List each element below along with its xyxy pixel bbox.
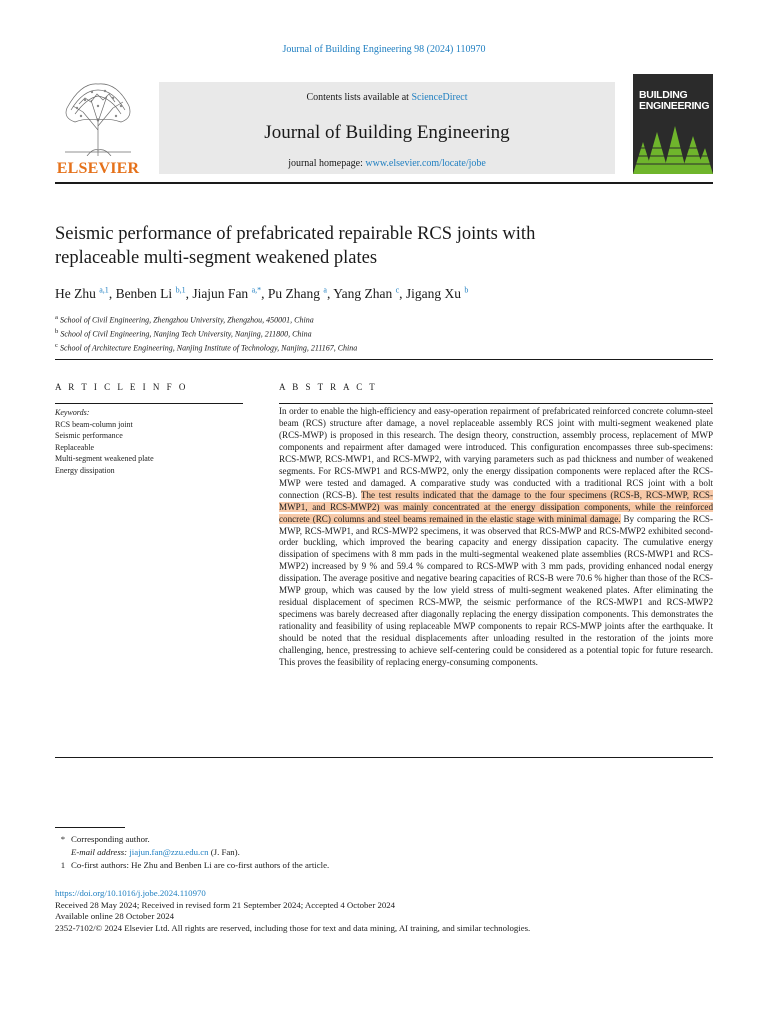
footnote-divider [55,827,125,828]
abstract-text: In order to enable the high-efficiency and easy-operation repairment of prefabricated reinforced concrete column-steel beam (RCS) structure after damage, a novel replaceable assembly RCS joint with multi-segment weakened plate (RCS-MWP) is proposed in this research. The design theory, construction, assembly process, replacement of MWP components and repairment after damaged were introduced. This configuration encompasses three sub-specimens: RCS-MWP, RCS-MWP1, and RCS-MWP2, with varying parameters such as pad thickness and number of weakened segments. For RCS-MWP1 and RCS-MWP2, only the energy dissipation components were replaced after the RCS-MWP were tested and damaged. A comparative study was conducted with a traditional RCS joint with a bolt connection (RCS-B). [279,406,713,500]
elsevier-logo[interactable] [55,78,141,180]
affiliation-text: School of Civil Engineering, Nanjing Tech University, Nanjing, 211800, China [60,329,312,339]
doi-link[interactable]: https://doi.org/10.1016/j.jobe.2024.110970 [55,888,206,898]
publication-info [55,888,735,934]
affiliation-text: School of Civil Engineering, Zhengzhou University, Zhengzhou, 450001, China [59,315,314,325]
journal-homepage [159,158,615,169]
journal-title: Journal of Building Engineering [264,122,510,143]
author-name: Benben Li [115,285,173,301]
author-affiliation-mark[interactable]: b [464,285,469,294]
sciencedirect-link[interactable]: ScienceDirect [411,92,468,103]
affiliation [55,340,713,354]
email-link[interactable]: jiajun.fan@zzu.edu.cn [129,847,209,858]
journal-header [55,72,713,176]
author-list [55,285,713,302]
abstract-heading: A B S T R A C T [279,382,378,392]
footnote-mark: 1 [60,860,66,871]
footnote-text: Corresponding author. [71,834,150,844]
cover-art-icon [633,112,713,174]
cover-title-line2: ENGINEERING [639,100,710,112]
author-affiliation-mark[interactable]: a [323,285,327,294]
author[interactable]: Benben Li $^{b,1}$, [115,285,193,301]
homepage-link[interactable]: www.elsevier.com/locate/jobe [365,158,486,169]
journal-reference-link[interactable]: Journal of Building Engineering 98 (2024) 110970 [282,44,486,55]
cover-title-line1: BUILDING [639,89,688,101]
keyword: Energy dissipation [55,465,115,475]
contents-availability [159,92,615,103]
abstract-bottom-divider [55,757,713,758]
article-info-heading: A R T I C L E I N F O [55,382,188,392]
paper-title [55,222,695,270]
journal-cover-image[interactable] [633,74,713,174]
keyword: RCS beam-column joint [55,419,133,429]
paper-title-line2: replaceable multi-segment weakened plates [55,248,378,268]
affiliation-mark: a [55,314,58,321]
author-name: Jiajun Fan [192,285,249,301]
contents-prefix: Contents lists available at [306,92,412,103]
footnote-cofirst [55,859,713,872]
cover-title [639,90,709,112]
keyword: Replaceable [55,442,95,452]
homepage-prefix: journal homepage: [288,158,366,169]
email-label: E-mail address: [71,847,128,858]
keywords-label: Keywords: [55,408,90,417]
elsevier-tree-icon [61,78,135,156]
affiliation-mark: c [55,342,58,350]
author-name: Yang Zhan [333,285,393,301]
affiliation-text: School of Architecture Engineering, Nanjing Institute of Technology, Nanjing, 211167, China [59,343,358,353]
affiliation [55,326,713,340]
footnote-corresponding [55,833,713,846]
email-suffix: (J. Fan). [208,847,240,858]
abstract-divider [279,403,713,404]
article-info-divider [55,403,243,404]
received-dates: Received 28 May 2024; Received in revised form 21 September 2024; Accepted 4 October 2024 [55,899,396,910]
header-divider [55,182,713,184]
author-affiliation-mark[interactable]: a,1 [99,285,109,294]
elsevier-wordmark: ELSEVIER [56,160,140,177]
paper-title-line1: Seismic performance of prefabricated repairable RCS joints with [55,224,536,244]
footnote-email [55,846,713,859]
keyword: Seismic performance [55,431,123,440]
affiliation-list [55,312,713,354]
author-name: Pu Zhang [267,285,320,301]
footnote-mark: * [60,834,66,844]
keywords-block [55,407,255,476]
authors-divider [55,359,713,360]
author[interactable]: He Zhu $^{a,1}$, [55,285,116,301]
abstract-text: By comparing the RCS-MWP, RCS-MWP1, and RCS-MWP2 specimens, it was observed that RCS-MWP and RCS-MWP2 exhibited second-order buckling, which improved the bearing capacity and energy dissipation capacity. The cumulative energy dissipation of specimens with 8 mm pads in the multi-segmental weakened plate assemblies (RCS-MWP1 and RCS-MWP2) increased by 9 % and 59.4 % compared to RCS-MWP with 3 mm pads, providing enhanced nodal energy dissipation. The average positive and negative bearing capacities of RCS-B were 70.6 % higher than those of the RCS-MWP group, which was caused by the low yield stress of multi-segment weakened plates. After eliminating the residual displacement of specimen RCS-MWP, the seismic performance of the RCS-MWP1 and RCS-MWP2 specimens was barely decreased after diagonally replacing the energy dissipation components. This demonstrates the rationality and feasibility of using replaceable MWP components to repair RCS-MWP joints after the earthquake. It should be noted that the residual displacements after unloading resulted in the restoration of the joints more challenging, hence, prestressing to achieve self-centering could be considered as a potential topic for future research. This proves the feasibility of replacing energy-consuming components. [279,513,713,668]
footnote-text: Co-first authors: He Zhu and Benben Li are co-first authors of the article. [71,860,330,871]
abstract-highlighted-text[interactable]: The test results indicated that the damage to the four specimens (RCS-B, RCS-MWP, RCS-MWP1, and RCS-MWP2) was mainly concentrated at the energy dissipation components, while the reinforced concrete (RC) columns and steel beams remained in the elastic stage with minimal damage. [279,489,713,524]
author[interactable]: Pu Zhang $^a$, [267,285,334,301]
keyword: Multi-segment weakened plate [55,454,154,463]
author-affiliation-mark[interactable]: b,1 [175,285,186,294]
journal-banner [159,82,615,174]
author[interactable]: Jiajun Fan $^{a,*}$, [192,285,268,301]
affiliation-mark: b [55,328,59,336]
author-name: He Zhu [55,285,96,301]
available-online: Available online 28 October 2024 [55,911,175,921]
abstract-body [279,406,713,669]
author[interactable]: Yang Zhan $^c$, [333,285,406,301]
author-name: Jigang Xu [405,285,462,301]
affiliation [55,312,713,326]
author-affiliation-mark[interactable]: c [395,285,400,294]
author-affiliation-mark[interactable]: a,* [251,285,262,294]
footnotes [55,833,713,873]
copyright: 2352-7102/© 2024 Elsevier Ltd. All rights are reserved, including those for text and data mining, AI training, and similar technologies. [55,922,531,933]
author[interactable] [406,286,469,301]
